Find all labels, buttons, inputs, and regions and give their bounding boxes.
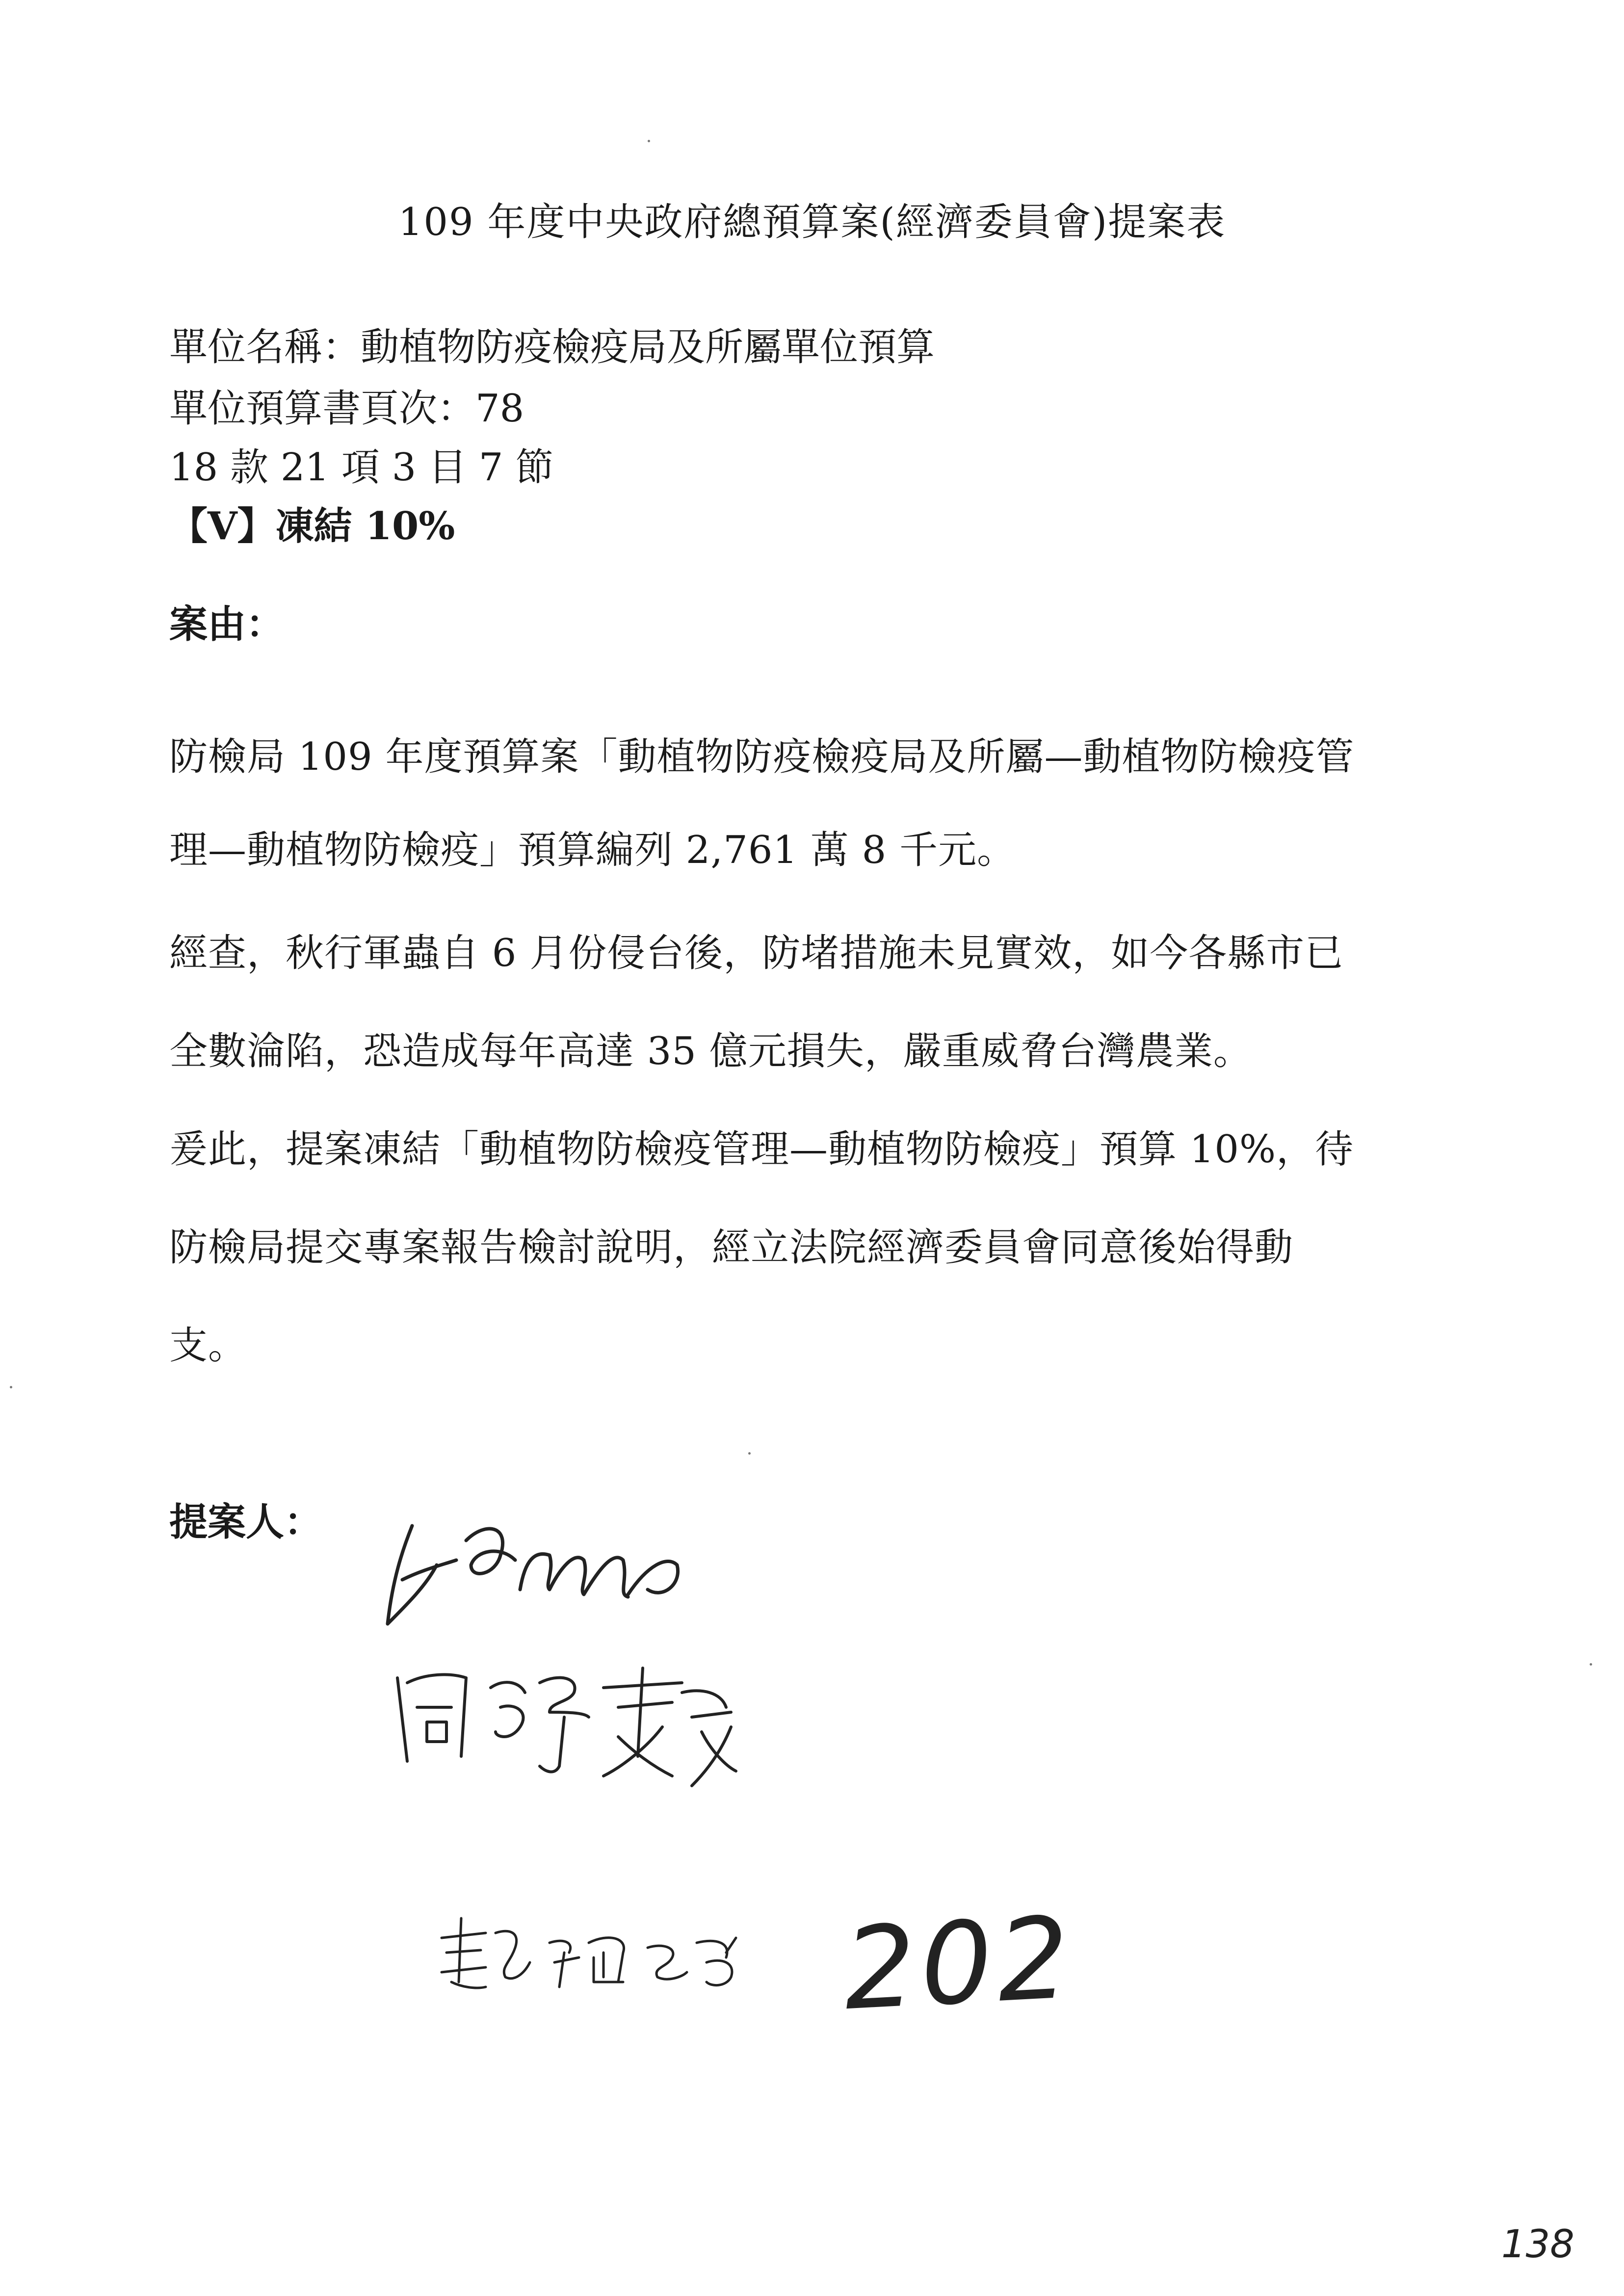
- scan-speck: [648, 140, 650, 142]
- body-line-1: 防檢局 109 年度預算案「動植物防疫檢疫局及所屬—動植物防檢疫管: [169, 735, 1355, 779]
- page-reference-line: 單位預算書頁次：78: [169, 387, 524, 431]
- scan-speck: [748, 1452, 751, 1455]
- reason-heading: 案由：: [169, 602, 285, 647]
- proposer-label: 提案人：: [169, 1500, 323, 1544]
- body-line-4: 全數淪陷，恐造成每年高達 35 億元損失，嚴重威脅台灣農業。: [169, 1029, 1252, 1073]
- freeze-line: 【V】凍結 10%: [169, 504, 455, 548]
- budget-item-line: 18 款 21 項 3 目 7 節: [169, 445, 554, 490]
- body-line-2: 理—動植物防檢疫」預算編列 2,761 萬 8 千元。: [169, 828, 1016, 872]
- page-number: 138: [1501, 2222, 1574, 2267]
- body-line-7: 支。: [169, 1324, 247, 1368]
- page-title: 109 年度中央政府總預算案(經濟委員會)提案表: [398, 200, 1226, 244]
- signature-2: [388, 1639, 741, 1815]
- body-line-5: 爰此，提案凍結「動植物防檢疫管理—動植物防檢疫」預算 10%，待: [169, 1127, 1354, 1172]
- signature-3: [432, 1904, 765, 2002]
- scan-speck: [10, 1386, 12, 1388]
- scan-speck: [1590, 1663, 1592, 1666]
- body-line-6: 防檢局提交專案報告檢討說明，經立法院經濟委員會同意後始得動: [169, 1226, 1294, 1270]
- unit-name-line: 單位名稱：動植物防疫檢疫局及所屬單位預算: [169, 325, 935, 369]
- body-line-3: 經查，秋行軍蟲自 6 月份侵台後，防堵措施未見實效，如今各縣市已: [169, 931, 1344, 975]
- handwritten-number: 202: [840, 1892, 1077, 2036]
- signature-1: [373, 1506, 697, 1653]
